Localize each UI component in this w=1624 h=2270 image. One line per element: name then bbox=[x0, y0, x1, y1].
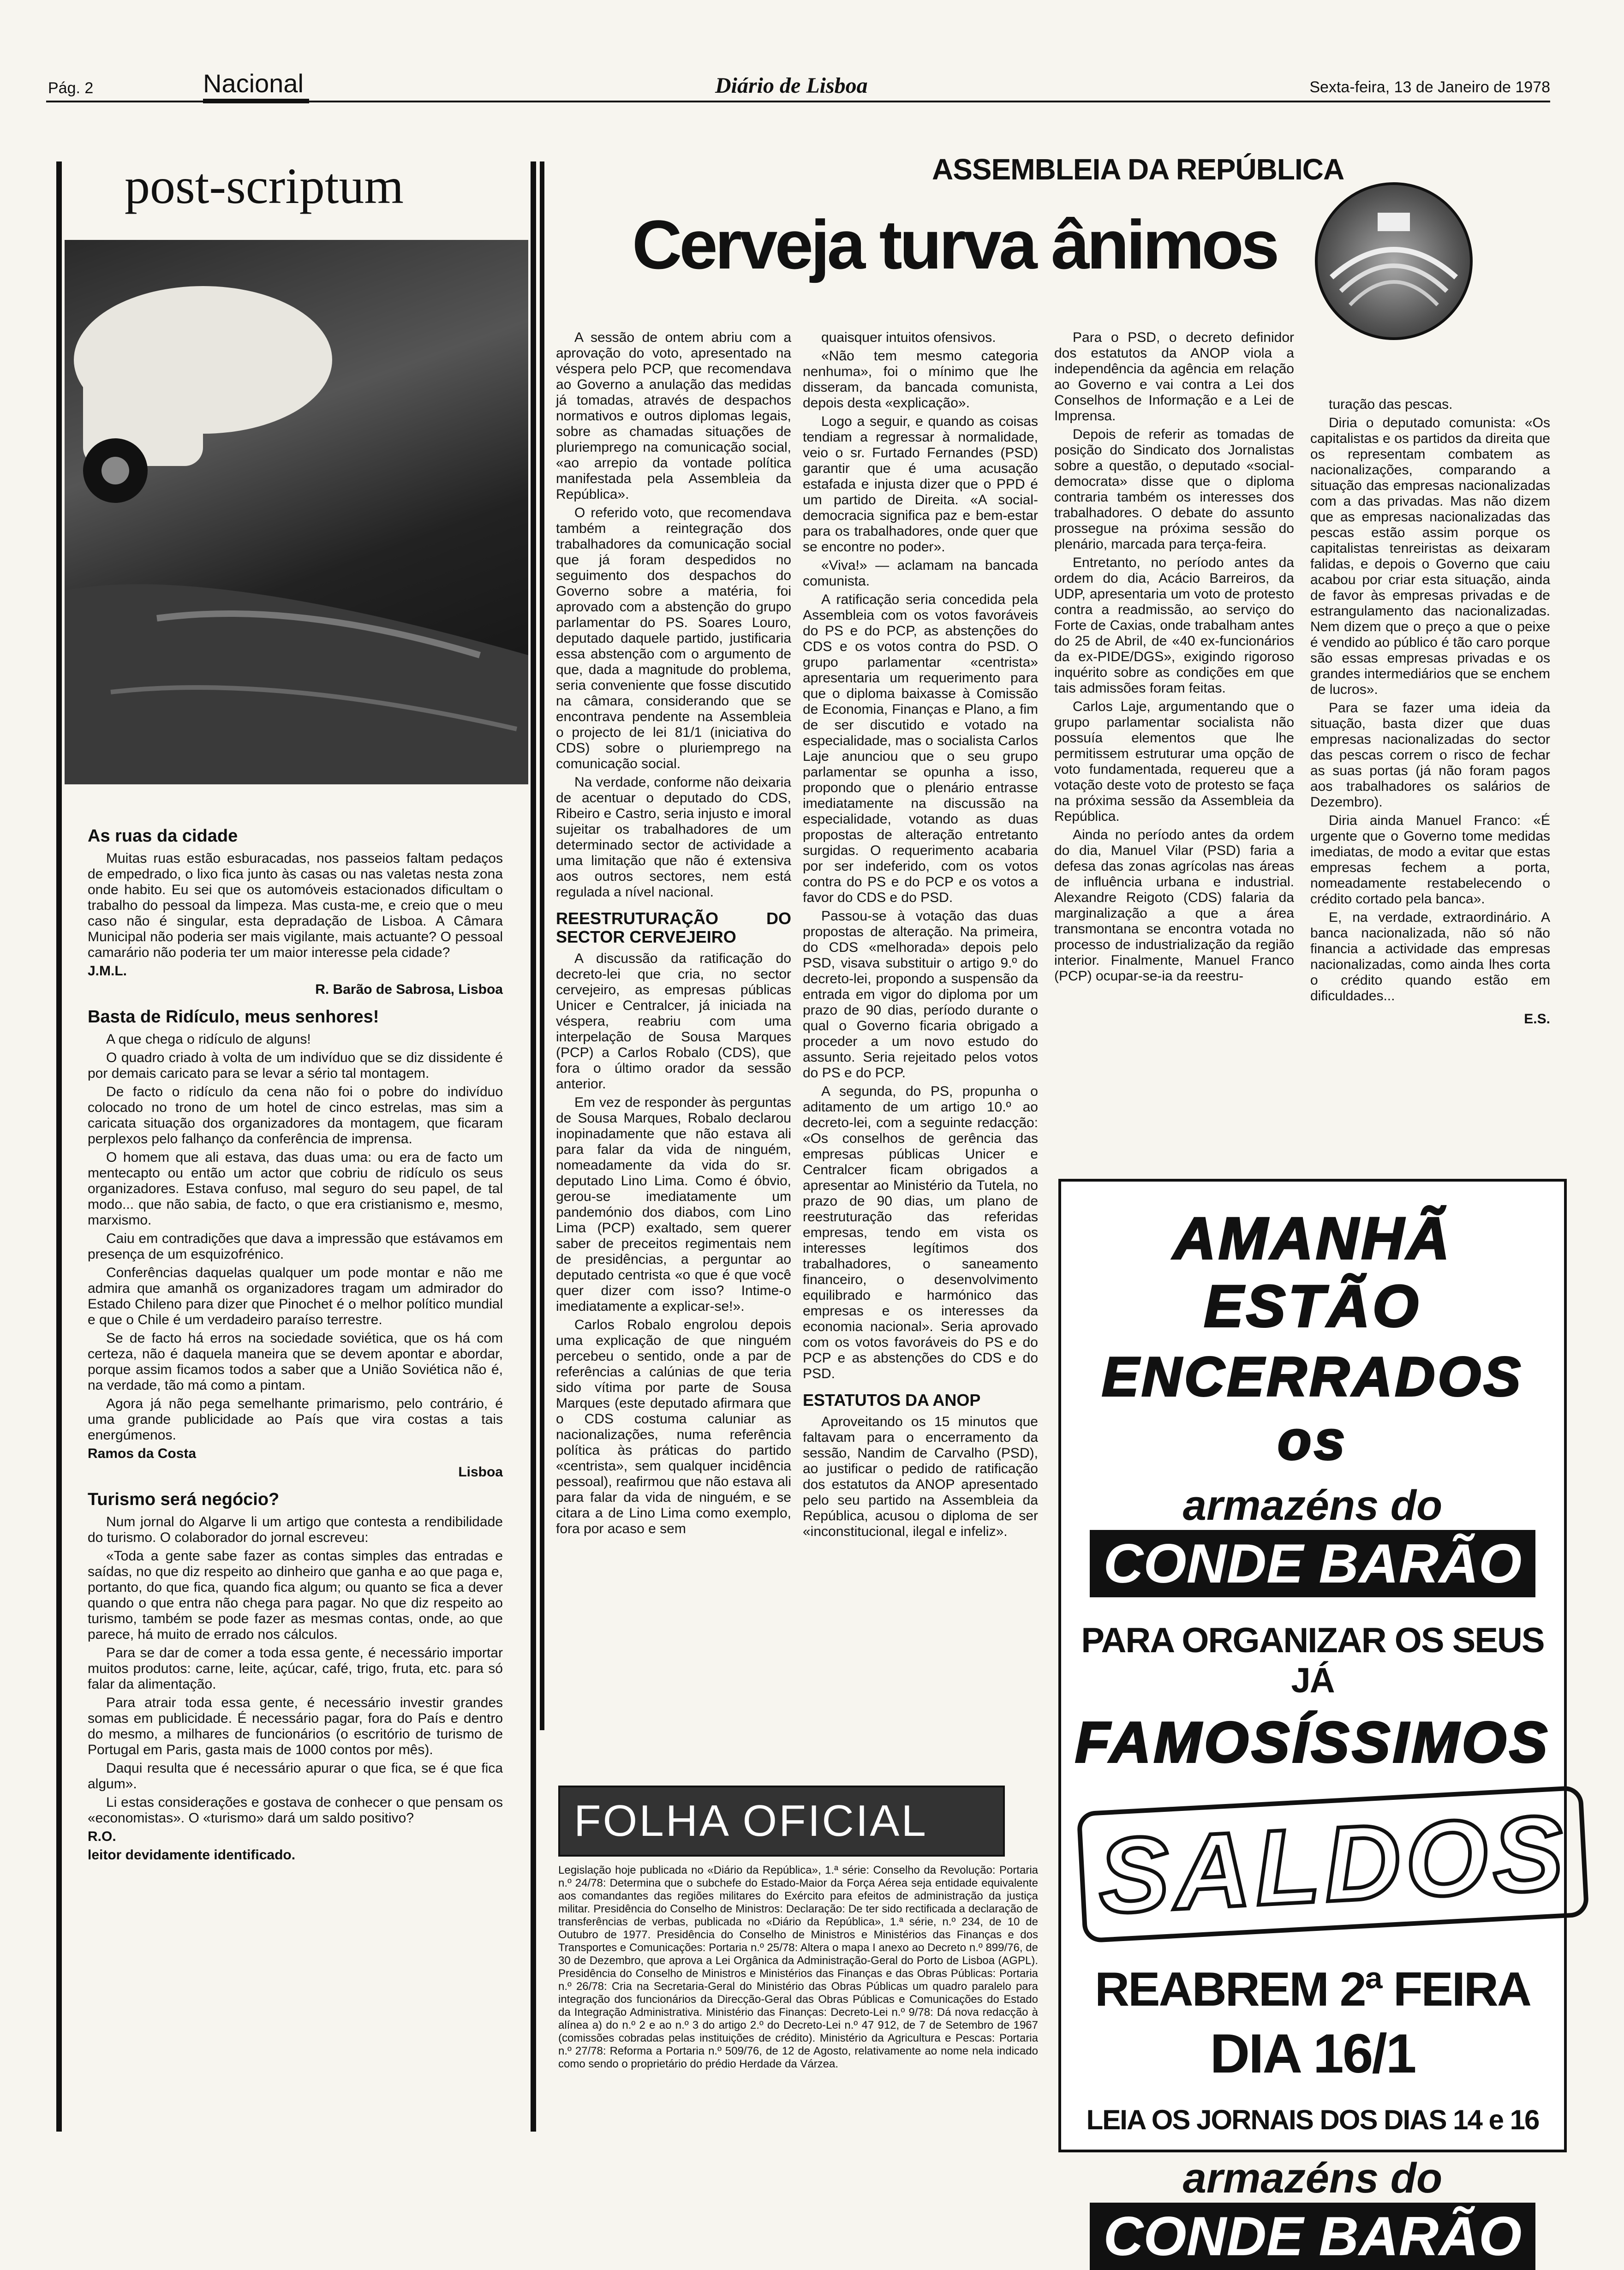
letter-paragraph: Li estas considerações e gostava de conhecer o que pensam os «economistas». O «turismo» dará um saldo positivo? bbox=[88, 1795, 503, 1826]
article-paragraph: turação das pescas. bbox=[1329, 397, 1453, 412]
letter-paragraph: Conferências daquelas qualquer um pode montar e não me admira que amanhã os organizadores tragam um admirador do Estado Chileno para dizer que Pinochet é o melhor político mundial e que o Chile é um verdadeiro paraíso terrestre. bbox=[88, 1265, 503, 1327]
street-photo bbox=[65, 240, 528, 784]
page-number: Pág. 2 bbox=[48, 79, 94, 97]
article-left-rule bbox=[540, 161, 544, 1730]
article-paragraph: Aproveitando os 15 minutos que faltavam para o encerramento da sessão, Nandim de Carvalho (PSD), ao justificar o pedido de ratificação dos estatutos da ANOP apresentado pelo seu partido na Assembleia da República, acusou o diploma de ser «inconstitucional, ilegal e infeliz». bbox=[803, 1414, 1038, 1539]
ad-line-organizar: PARA ORGANIZAR OS SEUS JÁ bbox=[1081, 1621, 1544, 1700]
letter-paragraph: O quadro criado à volta de um indivíduo que se diz dissidente é por demais caricato para se levar a sério tal montagem. bbox=[88, 1050, 503, 1081]
letter-signature: J.M.L. bbox=[88, 963, 127, 979]
article-headline: Cerveja turva ânimos bbox=[632, 206, 1277, 283]
article-paragraph: quaisquer intuitos ofensivos. bbox=[821, 330, 996, 345]
letter-paragraph: Para atrair toda essa gente, é necessário investir grandes somas em publicidade. É necessário pagar, fora do País e dentro do mesmo, a milhares de funcionários (o escritório de turismo de Portugal em Paris, gasta mais de 1000 contos por mês). bbox=[88, 1695, 503, 1757]
car-illustration bbox=[65, 240, 528, 784]
folha-oficial-title: FOLHA OFICIAL bbox=[558, 1786, 1005, 1857]
letter-title-turismo: Turismo será negócio? bbox=[88, 1490, 280, 1509]
article-paragraph: A discussão da ratificação do decreto-lei que cria, no sector cervejeiro, as empresas públicas Unicer e Centralcer, já iniciada na véspera, reabriu com uma interpelação de Sousa Marques (PCP) a Carlos Robalo (CDS), que fora o último orador da sessão anterior. bbox=[556, 951, 791, 1092]
article-paragraph: Em vez de responder às perguntas de Sousa Marques, Robalo declarou inopinadamente que não estava ali para falar da vida de ninguém, nomeadamente da vida do sr. deputado Lino Lima. Como é óbvio, gerou-se imediatamente um pandemónio dos diabos, com Lino Lima (PCP) exaltado, sem querer saber de preceitos regimentais nem de presidências, a perguntar ao deputado centrista «o que é que você quer dizer com isso? Intime-o imediatamente a explicar-se!». bbox=[556, 1095, 791, 1314]
article-paragraph: A sessão de ontem abriu com a aprovação do voto, apresentado na véspera pelo PCP, que recomendava ao Governo a anulação das medidas já tomadas, através de despachos normativos e outros diplomas legais, sobre as chamadas situações de pluriemprego na comunicação social, «ao arrepio da vontade política manifestada pela Assembleia da República». bbox=[556, 330, 791, 502]
ad-brand-main: CONDE BARÃO bbox=[1061, 1530, 1564, 1597]
article-kicker: ASSEMBLEIA DA REPÚBLICA bbox=[932, 153, 1344, 186]
letter-paragraph: «Toda a gente sabe fazer as contas simples das entradas e saídas, no que diz respeito ao dinheiro que ganha e ao que paga e, portanto, do que fica, quando fica algum; ou quanto se fica a dever quando o que entra não chega para pagar. No que diz respeito ao turismo, também se pode fazer as mesmas contas, onde, ao que parece, há muito de errado nos cálculos. bbox=[88, 1548, 503, 1642]
paper-name: Diário de Lisboa bbox=[715, 73, 868, 98]
article-paragraph: Entretanto, no período antes da ordem do dia, Acácio Barreiros, da UDP, apresentaria um voto de protesto contra a readmissão, ao serviço do Forte de Caxias, onde trabalham antes do 25 de Abril, de «40 ex-funcionários da ex-PIDE/DGS», exigindo rigoroso inquérito sobre as condições em que tais admissões foram feitas. bbox=[1054, 555, 1294, 696]
article-subhead-cervejeiro: REESTRUTURAÇÃO DO SECTOR CERVEJEIRO bbox=[556, 909, 791, 946]
article-column-4 bbox=[1310, 397, 1550, 1030]
article-column-3 bbox=[1054, 330, 1294, 987]
masthead bbox=[0, 0, 1624, 111]
ad-brand-top: armazéns do bbox=[1182, 1482, 1443, 1529]
letter-paragraph: Caiu em contradições que dava a impressão que estávamos em presença de um esquizofrénico. bbox=[88, 1231, 503, 1262]
article-paragraph: Ainda no período antes da ordem do dia, Manuel Vilar (PSD) faria a defesa das zonas agrícolas nas áreas de influência urbana e industrial. Alexandre Reigoto (CDS) falaria da marginalização a que a área transmontana se encontra votada no processo de industrialização da região interior. Finalmente, Manuel Franco (PCP) ocupar-se-ia da reestru- bbox=[1054, 827, 1294, 984]
letter-paragraph: De facto o ridículo da cena não foi o pobre do indivíduo colocado no trono de um hotel de cinco estrelas, mas sim a caricata situação dos organizadores da montagem, que ficaram perplexos pelo falhanço da conferência de imprensa. bbox=[88, 1084, 503, 1147]
article-paragraph: Carlos Robalo engrolou depois uma explicação de que ninguém percebeu o sentido, onde a par de referências a calúnias de que teria sido vítima por parte de Sousa Marques (este deputado afirmara que o CDS costuma caluniar as nacionalizações, numa referência política às práticas do partido «centrista», sem qualquer incidência pessoal), reafirmou que não estava ali para falar da vida de ninguém, e se citara a de Lino Lima como exemplo, fora por acaso e sem bbox=[556, 1317, 791, 1536]
ad-line-encerrados: ENCERRADOS os bbox=[1102, 1346, 1523, 1471]
parliament-photo bbox=[1315, 182, 1473, 340]
letter-title-ruas: As ruas da cidade bbox=[88, 826, 238, 846]
ad-line-amanha: AMANHÃ ESTÃO bbox=[1173, 1206, 1452, 1339]
article-subhead-anop: ESTATUTOS DA ANOP bbox=[803, 1391, 981, 1410]
left-column-border-right bbox=[531, 161, 536, 2132]
letter-paragraph: Para se dar de comer a toda essa gente, é necessário importar muitos produtos: carne, leite, açúcar, café, trigo, fruta, etc. para só falar da alimentação. bbox=[88, 1645, 503, 1692]
ad-saldos-text: SALDOS bbox=[1076, 1785, 1589, 1943]
letter-title-ridiculo: Basta de Ridículo, meus senhores! bbox=[88, 1007, 379, 1027]
article-paragraph: E, na verdade, extraordinário. A banca nacionalizada, não só não financia a actividade das empresas nacionalizadas, como ainda lhes corta o crédito quando estão em dificuldades... bbox=[1310, 910, 1550, 1004]
postscriptum-letters bbox=[88, 817, 503, 1866]
article-paragraph: Diria o deputado comunista: «Os capitalistas e os partidos da direita que os representam combatem as nacionalizações, comparando a situação das empresas nacionalizadas com a das privadas. Mas não dizem que as empresas nacionalizadas das pescas estão assim porque os capitalistas tenreiristas as deixaram falidas, e depois o Governo que caiu acabou por criar esta situação, ainda de favor às empresas privadas e de estrangulamento das nacionalizadas. Nem dizem que o preço a que o peixe é vendido ao público é tão caro porque são essas empresas privadas e os grandes intermediários que se enchem de lucros». bbox=[1310, 415, 1550, 697]
letter-location: leitor devidamente identificado. bbox=[88, 1847, 296, 1863]
conde-barao-advertisement bbox=[1058, 1179, 1571, 2267]
section-name: Nacional bbox=[203, 69, 304, 98]
folha-oficial-text: Legislação hoje publicada no «Diário da República», 1.ª série: Conselho da Revolução: Portaria n.º 24/78: Determina que o subchefe do Estado-Maior da Força Aérea seja entidade equivalente aos comandantes das regiões militares do Exército para efeitos de administração da justiça militar. Presidência do Conselho de Ministros: Declaração: De ter sido rectificada a declaração de transferências de verbas, publicada no «Diário da República», 1.ª série, n.º 234, de 10 de Outubro de 1977. Presidência do Conselho de Ministros e Ministérios das Finanças e dos Transportes e Comunicações: Portaria n.º 25/78: Altera o mapa I anexo ao Decreto n.º 899/76, de 30 de Dezembro, que aprova a Lei Orgânica da Administração-Geral do Porto de Lisboa (AGPL). Presidência do Conselho de Ministros e Ministérios das Finanças e das Obras Públicas: Portaria n.º 26/78: Cria na Secretaria-Geral do Ministério das Obras Públicas um quadro paralelo para integração dos funcionários da Direcção-Geral das Obras Públicas e Comunicações do Estado da Integração Administrativa. Ministério das Finanças: Decreto-Lei n.º 9/78: Dá nova redacção à alínea a) do n.º 2 e ao n.º 3 do artigo 2.º do Decreto-Lei n.º 47 912, de 7 de Setembro de 1967 (comissões cobradas pelas instituições de crédito). Ministério da Agricultura e Pescas: Portaria n.º 27/78: Reforma a Portaria n.º 509/76, de 12 de Agosto, relativamente ao nome nela indicado como sendo o proprietário do prédio Herdade da Várzea. bbox=[558, 1864, 1038, 2070]
ad-line-dia: DIA 16/1 bbox=[1210, 2023, 1415, 2085]
letter-paragraph: Se de facto há erros na sociedade soviética, que os há com certeza, não é daquela maneira que se devem apontar e abordar, porque assim ficamos todos a saber que a União Soviética não é, na verdade, tão má como a pintam. bbox=[88, 1331, 503, 1393]
article-column-1 bbox=[556, 330, 791, 1540]
issue-date: Sexta-feira, 13 de Janeiro de 1978 bbox=[1309, 78, 1550, 96]
article-paragraph: A segunda, do PS, propunha o aditamento de um artigo 10.º ao decreto-lei, com a seguinte redacção: «Os conselhos de gerência das empresas públicas Unicer e Centralcer ficam obrigados a apresentar ao Ministério da Tutela, no prazo de 90 dias, um plano de reestruturação das referidas empresas, tendo em vista os interesses legítimos dos trabalhadores, o saneamento financeiro, o desenvolvimento equilibrado e harmónico das empresas e os interesses da economia nacional». Seria aprovado com os votos favoráveis do PS e do PCP e as abstenções do CDS e do PSD. bbox=[803, 1084, 1038, 1381]
letter-location: R. Barão de Sabrosa, Lisboa bbox=[315, 982, 503, 997]
ad-saldos-banner bbox=[1080, 1792, 1571, 1936]
article-column-2 bbox=[803, 330, 1038, 1542]
section-underline bbox=[203, 99, 309, 103]
letter-paragraph: Daqui resulta que é necessário apurar o que fica, se é que fica algum». bbox=[88, 1761, 503, 1792]
article-paragraph: Depois de referir as tomadas de posição do Sindicato dos Jornalistas sobre a questão, o deputado «social-democrata» disse que o diploma contraria também os interesses dos trabalhadores. O debate do assunto prossegue na próxima sessão do plenário, marcada para terça-feira. bbox=[1054, 427, 1294, 552]
article-paragraph: Na verdade, conforme não deixaria de acentuar o deputado do CDS, Ribeiro e Castro, seria injusto e imoral sujeitar os trabalhadores de um determinado sector de actividade a uma limitação que não é extensiva aos outros sectores, nem está regulada a nível nacional. bbox=[556, 775, 791, 900]
article-signature: E.S. bbox=[1524, 1011, 1550, 1027]
letter-paragraph: Num jornal do Algarve li um artigo que contesta a rendibilidade do turismo. O colaborador do jornal escreveu: bbox=[88, 1514, 503, 1545]
folha-oficial-box bbox=[558, 1786, 1038, 2071]
article-paragraph: Carlos Laje, argumentando que o grupo parlamentar socialista não possuía elementos que lhe permitissem estruturar uma opção de voto fundamentada, requereu que a votação deste voto de protesto se faça na próxima sessão da Assembleia da República. bbox=[1054, 699, 1294, 824]
letter-paragraph: Muitas ruas estão esburacadas, nos passeios faltam pedaços de empedrado, o lixo fica junto às casas ou nas valetas nesta zona onde habito. Eu sei que os automóveis estacionados dificultam o trabalho do pessoal da limpeza. Mas custa-me, e creio que o meu caso não é singular, esta depradação de Lisboa. A Câmara Municipal não poderia ser mais vigilante, mais actuante? O pessoal camarário não poderia ter um maior interesse pela cidade? bbox=[88, 851, 503, 960]
article-paragraph: A ratificação seria concedida pela Assembleia com os votos favoráveis do PS e do PCP, as abstenções do CDS e os votos contra do PSD. O grupo parlamentar «centrista» apresentaria um requerimento para que o diploma baixasse à Comissão de Economia, Finanças e Plano, a fim de ser discutido e votado na especialidade, mas o socialista Carlos Laje anunciou que o seu grupo parlamentar se opunha a isso, propondo que o plenário entrasse imediatamente na discussão na especialidade, votando as duas propostas de alteração entretanto surgidas. O requerimento acabaria por ser indeferido, com os votos contra do PS e do PCP e os votos a favor do CDS e do PSD. bbox=[803, 592, 1038, 905]
article-paragraph: «Viva!» — aclamam na bancada comunista. bbox=[803, 558, 1038, 589]
ad-brand-main-2: CONDE BARÃO bbox=[1061, 2203, 1564, 2270]
letter-paragraph: Agora já não pega semelhante primarismo, pelo contrário, é uma grande publicidade ao País que vira costas a tais energúmenos. bbox=[88, 1396, 503, 1443]
article-paragraph: Passou-se à votação das duas propostas de alteração. Na primeira, do CDS «melhorada» depois pelo PSD, visava substituir o artigo 9.º do decreto-lei, propondo a suspensão da entrada em vigor do diploma por um prazo de 90 dias, período durante o qual o Governo ficaria obrigado a proceder a um novo estudo do assunto. Seria rejeitado pelos votos do PS e do PCP. bbox=[803, 908, 1038, 1081]
article-paragraph: O referido voto, que recomendava também a reintegração dos trabalhadores da comunicação social que já foram despedidos no seguimento dos despachos do Governo sobre a matéria, foi aprovado com a abstenção do grupo parlamentar do PS. Soares Louro, deputado daquele partido, justificaria essa abstenção com o argumento de que, dada a magnitude do problema, seria conveniente que fosse discutido na câmara, considerando que se encontrava pendente na Assembleia o projecto de lei 81/1 (iniciativa do CDS) sobre o pluriemprego na comunicação social. bbox=[556, 505, 791, 771]
ad-line-reabrem: REABREM 2ª FEIRA bbox=[1095, 1963, 1530, 2016]
letter-signature: Ramos da Costa bbox=[88, 1446, 197, 1461]
letter-paragraph: O homem que ali estava, das duas uma: ou era de facto um mentecapto ou então um actor que cobriu de ridículo os seus organizadores. Estava confuso, mal seguro do seu papel, de tal modo... que não sabia, de facto, o que era cristianismo e, mesmo, marxismo. bbox=[88, 1150, 503, 1228]
ad-line-famosissimos: FAMOSÍSSIMOS bbox=[1075, 1711, 1550, 1774]
article-paragraph: «Não tem mesmo categoria nenhuma», foi o mínimo que lhe disseram, da bancada comunista, depois desta «explicação». bbox=[803, 348, 1038, 411]
article-paragraph: Para se fazer uma ideia da situação, basta dizer que duas empresas nacionalizadas do sector das pescas correm o risco de fechar as suas portas (já não foram pagos aos trabalhadores os salários de Dezembro). bbox=[1310, 700, 1550, 810]
postscriptum-title: post-scriptum bbox=[125, 158, 404, 214]
letter-location: Lisboa bbox=[458, 1464, 503, 1480]
article-paragraph: Para o PSD, o decreto definidor dos estatutos da ANOP viola a independência da agência em relação ao Governo e vai contra a Lei dos Conselhos de Informação e a Lei de Imprensa. bbox=[1054, 330, 1294, 424]
left-column-border bbox=[56, 161, 62, 2132]
ad-line-leia: LEIA OS JORNAIS DOS DIAS 14 e 16 bbox=[1086, 2104, 1539, 2135]
article-paragraph: Diria ainda Manuel Franco: «É urgente que o Governo tome medidas imediatas, de modo a evitar que estas empresas fechem a porta, nomeadamente restabelecendo o crédito cortado pela banca». bbox=[1310, 813, 1550, 907]
letter-paragraph: A que chega o ridículo de alguns! bbox=[106, 1032, 311, 1047]
ad-brand-top-2: armazéns do bbox=[1182, 2155, 1443, 2202]
article-paragraph: Logo a seguir, e quando as coisas tendiam a regressar à normalidade, veio o sr. Furtado Fernandes (PSD) garantir que é uma acusação estafada e injusta dizer que o PPD é um partido de Direita. «A social-democracia significa paz e bem-estar para os trabalhadores, onde quer que se encontre no poder». bbox=[803, 414, 1038, 555]
parliament-chamber-illustration bbox=[1318, 185, 1470, 337]
letter-signature: R.O. bbox=[88, 1829, 116, 1844]
